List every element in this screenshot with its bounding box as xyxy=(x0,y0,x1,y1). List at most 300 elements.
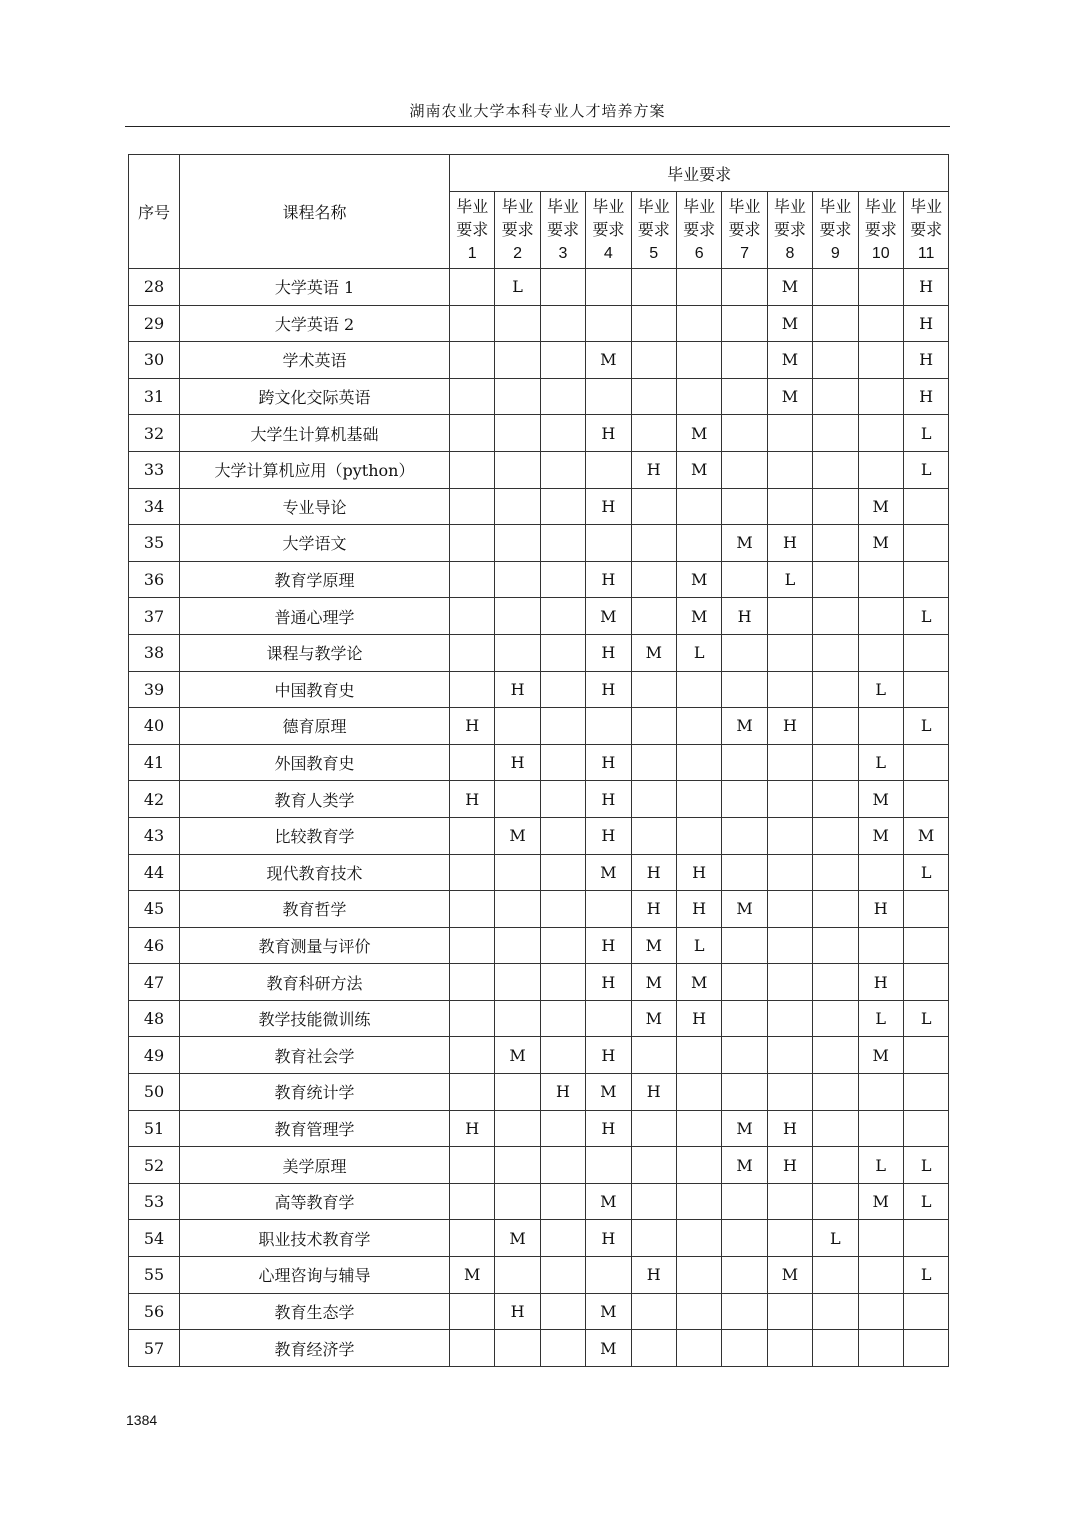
table-row xyxy=(129,1257,949,1294)
support-level-cell xyxy=(722,744,767,781)
table-row xyxy=(129,342,949,379)
table-row xyxy=(129,451,949,488)
table-row xyxy=(129,891,949,928)
table-row xyxy=(129,525,949,562)
course-name: 跨文化交际英语 xyxy=(180,378,450,415)
support-level-cell xyxy=(540,854,585,891)
table-row xyxy=(129,1147,949,1184)
support-level-cell xyxy=(767,964,812,1001)
course-name: 教学技能微训练 xyxy=(180,1000,450,1037)
support-level-cell xyxy=(631,671,676,708)
support-level-cell: H xyxy=(631,1074,676,1111)
requirement-header-num: 9 xyxy=(830,244,840,262)
support-level-cell xyxy=(540,488,585,525)
support-level-cell xyxy=(540,561,585,598)
support-level-cell xyxy=(631,1293,676,1330)
course-name: 教育科研方法 xyxy=(180,964,450,1001)
support-level-cell: M xyxy=(722,708,767,745)
support-level-cell: M xyxy=(676,415,721,452)
table-row xyxy=(129,1110,949,1147)
requirement-header-1 xyxy=(450,192,495,269)
course-name: 大学计算机应用（python） xyxy=(180,451,450,488)
support-level-cell xyxy=(495,854,540,891)
support-level-cell xyxy=(495,634,540,671)
support-level-cell xyxy=(767,891,812,928)
course-name: 心理咨询与辅导 xyxy=(180,1257,450,1294)
support-level-cell xyxy=(813,415,858,452)
support-level-cell: L xyxy=(903,415,948,452)
support-level-cell xyxy=(631,708,676,745)
support-level-cell xyxy=(676,269,721,306)
support-level-cell xyxy=(722,1220,767,1257)
support-level-cell xyxy=(858,927,903,964)
support-level-cell xyxy=(450,1293,495,1330)
support-level-cell xyxy=(813,634,858,671)
support-level-cell xyxy=(722,927,767,964)
support-level-cell xyxy=(676,1183,721,1220)
support-level-cell: H xyxy=(631,451,676,488)
support-level-cell: M xyxy=(586,1330,631,1367)
support-level-cell: H xyxy=(586,1037,631,1074)
support-level-cell: M xyxy=(586,598,631,635)
support-level-cell xyxy=(813,1257,858,1294)
support-level-cell xyxy=(813,525,858,562)
support-level-cell: H xyxy=(631,1257,676,1294)
support-level-cell xyxy=(450,1183,495,1220)
support-level-cell xyxy=(540,744,585,781)
table-row xyxy=(129,378,949,415)
support-level-cell xyxy=(540,305,585,342)
row-index: 30 xyxy=(129,342,180,379)
support-level-cell xyxy=(722,671,767,708)
support-level-cell xyxy=(676,305,721,342)
support-level-cell: H xyxy=(495,671,540,708)
support-level-cell: L xyxy=(858,671,903,708)
support-level-cell xyxy=(540,598,585,635)
row-index: 52 xyxy=(129,1147,180,1184)
support-level-cell xyxy=(722,964,767,1001)
support-level-cell: L xyxy=(495,269,540,306)
support-level-cell xyxy=(722,1330,767,1367)
requirement-header-line1: 毕业 xyxy=(773,198,806,216)
support-level-cell xyxy=(767,598,812,635)
support-level-cell: M xyxy=(450,1257,495,1294)
requirement-header-line1: 毕业 xyxy=(728,198,761,216)
support-level-cell xyxy=(450,671,495,708)
requirement-header-num: 2 xyxy=(513,244,523,262)
support-level-cell xyxy=(722,781,767,818)
support-level-cell: H xyxy=(586,781,631,818)
support-level-cell xyxy=(450,342,495,379)
table-row xyxy=(129,744,949,781)
requirement-header-num: 11 xyxy=(917,244,935,262)
support-level-cell xyxy=(813,1183,858,1220)
support-level-cell xyxy=(858,378,903,415)
support-level-cell xyxy=(495,927,540,964)
support-level-cell: M xyxy=(858,488,903,525)
support-level-cell xyxy=(450,378,495,415)
support-level-cell xyxy=(858,561,903,598)
support-level-cell xyxy=(495,891,540,928)
support-level-cell xyxy=(903,1074,948,1111)
support-level-cell xyxy=(495,561,540,598)
support-level-cell xyxy=(858,1110,903,1147)
support-level-cell: M xyxy=(676,561,721,598)
support-level-cell xyxy=(722,1293,767,1330)
table-row xyxy=(129,671,949,708)
row-index: 42 xyxy=(129,781,180,818)
support-level-cell: M xyxy=(676,598,721,635)
support-level-cell xyxy=(450,488,495,525)
support-level-cell: H xyxy=(676,1000,721,1037)
support-level-cell xyxy=(450,1000,495,1037)
support-level-cell xyxy=(540,708,585,745)
support-level-cell: M xyxy=(586,1183,631,1220)
support-level-cell xyxy=(767,451,812,488)
support-level-cell xyxy=(676,342,721,379)
requirement-header-line1: 毕业 xyxy=(592,198,625,216)
course-name: 普通心理学 xyxy=(180,598,450,635)
support-level-cell xyxy=(631,1110,676,1147)
row-index: 40 xyxy=(129,708,180,745)
support-level-cell xyxy=(903,1037,948,1074)
support-level-cell: H xyxy=(676,854,721,891)
support-level-cell xyxy=(450,1074,495,1111)
support-level-cell xyxy=(903,744,948,781)
support-level-cell xyxy=(722,378,767,415)
support-level-cell xyxy=(858,634,903,671)
requirement-header-7 xyxy=(722,192,767,269)
row-index: 34 xyxy=(129,488,180,525)
support-level-cell xyxy=(767,1183,812,1220)
support-level-cell xyxy=(722,1074,767,1111)
support-level-cell: L xyxy=(676,927,721,964)
support-level-cell xyxy=(767,488,812,525)
support-level-cell xyxy=(540,269,585,306)
requirement-header-line2: 要求 xyxy=(456,221,489,239)
support-level-cell xyxy=(540,1220,585,1257)
requirement-header-line2: 要求 xyxy=(864,221,897,239)
row-index: 28 xyxy=(129,269,180,306)
requirement-header-line1: 毕业 xyxy=(501,198,534,216)
support-level-cell xyxy=(813,891,858,928)
support-level-cell: M xyxy=(858,1183,903,1220)
support-level-cell xyxy=(858,1074,903,1111)
row-index: 31 xyxy=(129,378,180,415)
support-level-cell: M xyxy=(722,891,767,928)
support-level-cell xyxy=(676,817,721,854)
row-index: 54 xyxy=(129,1220,180,1257)
support-level-cell xyxy=(858,854,903,891)
support-level-cell xyxy=(858,598,903,635)
support-level-cell xyxy=(495,342,540,379)
requirement-header-9 xyxy=(813,192,858,269)
support-level-cell: H xyxy=(903,342,948,379)
support-level-cell xyxy=(540,1000,585,1037)
support-level-cell xyxy=(676,1293,721,1330)
support-level-cell: L xyxy=(903,1147,948,1184)
support-level-cell: H xyxy=(586,817,631,854)
row-index: 55 xyxy=(129,1257,180,1294)
support-level-cell xyxy=(813,561,858,598)
header-rule xyxy=(125,126,950,127)
support-level-cell xyxy=(858,342,903,379)
support-level-cell xyxy=(450,451,495,488)
support-level-cell xyxy=(858,1220,903,1257)
support-level-cell xyxy=(540,415,585,452)
row-index: 51 xyxy=(129,1110,180,1147)
support-level-cell xyxy=(722,634,767,671)
course-name: 课程与教学论 xyxy=(180,634,450,671)
support-level-cell: H xyxy=(586,744,631,781)
row-index: 32 xyxy=(129,415,180,452)
support-level-cell xyxy=(858,305,903,342)
support-level-cell xyxy=(767,1037,812,1074)
support-level-cell xyxy=(631,378,676,415)
support-level-cell xyxy=(586,1000,631,1037)
support-level-cell: H xyxy=(586,964,631,1001)
support-level-cell xyxy=(813,451,858,488)
table-row xyxy=(129,708,949,745)
support-level-cell: H xyxy=(586,561,631,598)
support-level-cell: L xyxy=(767,561,812,598)
requirement-header-line2: 要求 xyxy=(592,221,625,239)
support-level-cell: H xyxy=(586,927,631,964)
table-row xyxy=(129,598,949,635)
requirement-header-num: 1 xyxy=(467,244,477,262)
requirement-header-4 xyxy=(586,192,631,269)
support-level-cell: H xyxy=(586,488,631,525)
support-level-cell: M xyxy=(631,1000,676,1037)
support-level-cell: M xyxy=(858,525,903,562)
support-level-cell xyxy=(631,1330,676,1367)
support-level-cell xyxy=(631,744,676,781)
support-level-cell xyxy=(813,305,858,342)
support-level-cell: L xyxy=(903,708,948,745)
row-index: 37 xyxy=(129,598,180,635)
support-level-cell xyxy=(767,1330,812,1367)
requirement-header-num: 3 xyxy=(558,244,568,262)
row-index: 47 xyxy=(129,964,180,1001)
support-level-cell xyxy=(813,598,858,635)
support-level-cell xyxy=(586,708,631,745)
support-level-cell xyxy=(631,1220,676,1257)
support-level-cell: H xyxy=(767,1147,812,1184)
requirement-header-num: 6 xyxy=(694,244,704,262)
support-level-cell xyxy=(586,269,631,306)
support-level-cell xyxy=(631,598,676,635)
course-name: 大学语文 xyxy=(180,525,450,562)
support-level-cell xyxy=(450,891,495,928)
support-level-cell: M xyxy=(722,525,767,562)
requirement-header-line2: 要求 xyxy=(637,221,670,239)
support-level-cell: M xyxy=(722,1110,767,1147)
support-level-cell xyxy=(586,305,631,342)
support-level-cell xyxy=(767,1293,812,1330)
support-level-cell: L xyxy=(903,1257,948,1294)
support-level-cell xyxy=(450,964,495,1001)
table-header-row xyxy=(129,155,949,192)
support-level-cell xyxy=(540,1110,585,1147)
support-level-cell xyxy=(903,561,948,598)
table-row xyxy=(129,415,949,452)
support-level-cell xyxy=(676,744,721,781)
support-level-cell xyxy=(450,598,495,635)
requirement-header-line1: 毕业 xyxy=(683,198,716,216)
table-row xyxy=(129,561,949,598)
table-row xyxy=(129,1220,949,1257)
support-level-cell xyxy=(450,269,495,306)
support-level-cell xyxy=(450,927,495,964)
support-level-cell: L xyxy=(676,634,721,671)
table-row xyxy=(129,488,949,525)
support-level-cell xyxy=(676,1257,721,1294)
support-level-cell xyxy=(495,1257,540,1294)
course-name: 教育学原理 xyxy=(180,561,450,598)
graduation-requirements-table xyxy=(128,154,949,1367)
row-index: 35 xyxy=(129,525,180,562)
support-level-cell: M xyxy=(495,817,540,854)
support-level-cell: H xyxy=(450,708,495,745)
table-row xyxy=(129,1330,949,1367)
row-index: 38 xyxy=(129,634,180,671)
support-level-cell: H xyxy=(586,1110,631,1147)
course-name: 教育测量与评价 xyxy=(180,927,450,964)
support-level-cell: M xyxy=(676,964,721,1001)
support-level-cell xyxy=(813,1147,858,1184)
table-row xyxy=(129,269,949,306)
support-level-cell xyxy=(495,1330,540,1367)
course-name: 现代教育技术 xyxy=(180,854,450,891)
support-level-cell xyxy=(540,1183,585,1220)
course-name: 学术英语 xyxy=(180,342,450,379)
support-level-cell xyxy=(767,854,812,891)
support-level-cell xyxy=(631,305,676,342)
support-level-cell xyxy=(540,634,585,671)
support-level-cell: M xyxy=(586,1293,631,1330)
support-level-cell xyxy=(813,378,858,415)
table-row xyxy=(129,964,949,1001)
running-header: 湖南农业大学本科专业人才培养方案 xyxy=(409,102,666,120)
support-level-cell: M xyxy=(586,854,631,891)
support-level-cell xyxy=(767,927,812,964)
support-level-cell xyxy=(631,525,676,562)
support-level-cell: H xyxy=(631,891,676,928)
support-level-cell xyxy=(586,1257,631,1294)
support-level-cell xyxy=(586,1147,631,1184)
support-level-cell xyxy=(858,451,903,488)
table-row xyxy=(129,927,949,964)
requirement-header-line2: 要求 xyxy=(773,221,806,239)
support-level-cell xyxy=(903,781,948,818)
support-level-cell xyxy=(495,1000,540,1037)
support-level-cell xyxy=(767,817,812,854)
row-index: 33 xyxy=(129,451,180,488)
support-level-cell: L xyxy=(903,598,948,635)
support-level-cell: L xyxy=(903,1000,948,1037)
support-level-cell xyxy=(540,1257,585,1294)
support-level-cell xyxy=(495,1147,540,1184)
course-name: 教育生态学 xyxy=(180,1293,450,1330)
support-level-cell: H xyxy=(586,415,631,452)
support-level-cell xyxy=(722,305,767,342)
support-level-cell xyxy=(586,525,631,562)
course-name: 教育管理学 xyxy=(180,1110,450,1147)
support-level-cell xyxy=(813,781,858,818)
row-index: 29 xyxy=(129,305,180,342)
table-row xyxy=(129,1037,949,1074)
requirement-header-line1: 毕业 xyxy=(546,198,579,216)
support-level-cell: L xyxy=(858,744,903,781)
requirement-header-num: 4 xyxy=(603,244,613,262)
support-level-cell xyxy=(722,342,767,379)
support-level-cell xyxy=(631,1037,676,1074)
support-level-cell xyxy=(813,342,858,379)
support-level-cell xyxy=(540,1037,585,1074)
support-level-cell xyxy=(631,781,676,818)
support-level-cell xyxy=(495,451,540,488)
support-level-cell xyxy=(722,1183,767,1220)
support-level-cell xyxy=(676,708,721,745)
table-row xyxy=(129,781,949,818)
support-level-cell xyxy=(903,488,948,525)
support-level-cell xyxy=(540,378,585,415)
support-level-cell xyxy=(450,525,495,562)
course-name: 教育社会学 xyxy=(180,1037,450,1074)
support-level-cell xyxy=(676,525,721,562)
support-level-cell: H xyxy=(903,305,948,342)
support-level-cell xyxy=(813,269,858,306)
support-level-cell: H xyxy=(767,708,812,745)
support-level-cell xyxy=(813,708,858,745)
support-level-cell xyxy=(813,1037,858,1074)
support-level-cell xyxy=(495,1110,540,1147)
table-row xyxy=(129,1074,949,1111)
support-level-cell: H xyxy=(767,1110,812,1147)
support-level-cell xyxy=(450,415,495,452)
support-level-cell xyxy=(676,1037,721,1074)
course-name: 大学生计算机基础 xyxy=(180,415,450,452)
requirement-header-num: 10 xyxy=(871,244,890,262)
support-level-cell xyxy=(540,891,585,928)
support-level-cell xyxy=(495,378,540,415)
support-level-cell xyxy=(676,671,721,708)
support-level-cell: H xyxy=(450,1110,495,1147)
support-level-cell xyxy=(495,1074,540,1111)
requirement-header-num: 7 xyxy=(740,244,749,262)
requirement-header-line1: 毕业 xyxy=(637,198,670,216)
support-level-cell xyxy=(858,415,903,452)
course-name: 高等教育学 xyxy=(180,1183,450,1220)
support-level-cell xyxy=(540,342,585,379)
support-level-cell xyxy=(767,1000,812,1037)
support-level-cell: M xyxy=(767,342,812,379)
support-level-cell xyxy=(813,817,858,854)
support-level-cell: M xyxy=(858,817,903,854)
requirement-header-line1: 毕业 xyxy=(819,198,852,216)
course-name: 比较教育学 xyxy=(180,817,450,854)
column-header-course: 课程名称 xyxy=(180,155,450,269)
support-level-cell xyxy=(540,781,585,818)
row-index: 57 xyxy=(129,1330,180,1367)
page-number: 1384 xyxy=(126,1412,158,1428)
support-level-cell xyxy=(767,1220,812,1257)
support-level-cell: L xyxy=(903,1183,948,1220)
support-level-cell xyxy=(903,1330,948,1367)
requirement-header-line2: 要求 xyxy=(819,221,852,239)
row-index: 56 xyxy=(129,1293,180,1330)
support-level-cell xyxy=(813,671,858,708)
